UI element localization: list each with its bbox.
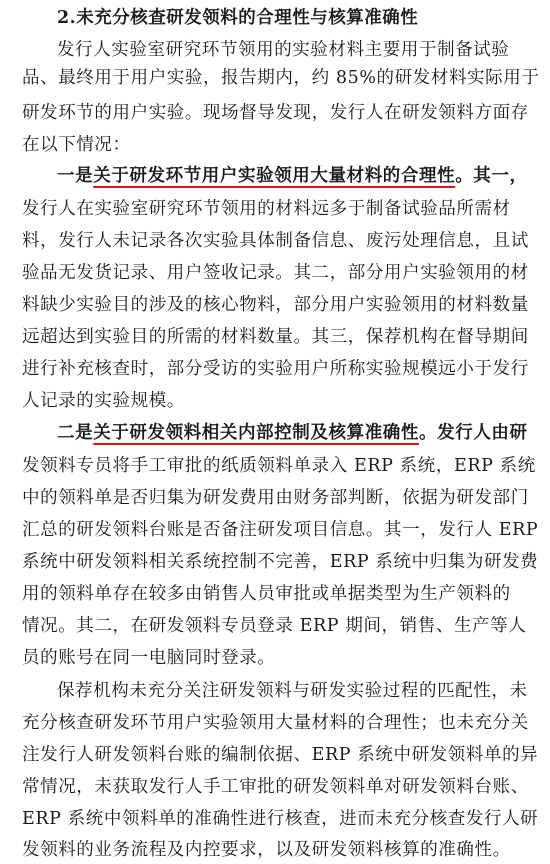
- para2-line-4: 验品无发货记录、用户签收记录。其二，部分用户实验领用的材: [22, 263, 529, 283]
- para2-line-2: 发行人在实验室研究环节领用的材料远多于制备试验品所需材: [22, 199, 511, 219]
- para3-line-7: 情况。其二，在研发领料专员登录 ERP 期间，销售、生产等人: [22, 616, 527, 636]
- para3-topic-underlined: 关于研发领料相关内部控制及核算准确性: [93, 423, 420, 443]
- para3-line-5: 系统中研发领料相关系统控制不完善，ERP 系统中归集为研发费: [22, 552, 539, 572]
- para3-first-line: [57, 419, 528, 447]
- para2-line-3: 料，发行人未记录各次实验具体制备信息、废污处理信息，且试: [22, 231, 529, 251]
- para1-line-4: 在以下情况：: [22, 135, 131, 155]
- para3-line-8: 员的账号在同一电脑同时登录。: [22, 648, 276, 668]
- para1-line-3: 研发环节的用户实验。现场督导发现，发行人在研发领料方面存: [22, 103, 529, 123]
- para3-line-2: 发领料专员将手工审批的纸质领料单录入 ERP 系统，ERP 系统: [22, 456, 536, 476]
- para2-line-8: 人记录的实验规模。: [22, 391, 185, 411]
- para2-tail: 。其一，: [455, 166, 528, 186]
- para3-line-3: 中的领料单是否归集为研发费用由财务部判断，依据为研发部门: [22, 488, 529, 508]
- para1-line-2: 品、最终用于用户实验，报告期内，约 85%的研发材料实际用于: [22, 68, 540, 88]
- para2-topic-underlined: 关于研发环节用户实验领用大量材料的合理性: [93, 166, 456, 186]
- para3-tail: 。发行人由研: [419, 423, 528, 443]
- para2-line-7: 进行补充核查时，部分受访的实验用户所称实验规模远小于发行: [22, 359, 529, 379]
- para2-lead: 一是: [57, 166, 94, 186]
- para4-line-6: 发领料的业务流程及内控要求，以及研发领料核算的准确性。: [22, 840, 511, 860]
- para2-line-5: 料缺少实验目的涉及的核心物料，部分用户实验领用的材料数量: [22, 295, 529, 315]
- para3-line-4: 汇总的研发领料台账是否备注研发项目信息。其一，发行人 ERP: [22, 520, 539, 540]
- para3-line-6: 用的领料单存在较多由销售人员审批或单据类型为生产领料的: [22, 584, 511, 604]
- para1-line-1: 发行人实验室研究环节领用的实验材料主要用于制备试验: [57, 40, 510, 60]
- section-heading: 2.未充分核查研发领料的合理性与核算准确性: [57, 8, 419, 28]
- para4-line-1: 保荐机构未充分关注研发领料与研发实验过程的匹配性，未: [57, 681, 528, 701]
- para2-line-6: 远超达到实验目的所需的材料数量。其三，保荐机构在督导期间: [22, 327, 529, 347]
- para2-first-line: [57, 162, 528, 190]
- para4-line-5: ERP 系统中领料单的准确性进行核查，进而未充分核查发行人研: [22, 809, 539, 829]
- para4-line-4: 常情况，未获取发行人手工审批的研发领料单对研发领料台账、: [22, 777, 529, 797]
- para4-line-2: 充分核查研发环节用户实验领用大量材料的合理性；也未充分关: [22, 713, 529, 733]
- para4-line-3: 注发行人研发领料台账的编制依据、ERP 系统中研发领料单的异: [22, 745, 539, 765]
- para3-lead: 二是: [57, 423, 94, 443]
